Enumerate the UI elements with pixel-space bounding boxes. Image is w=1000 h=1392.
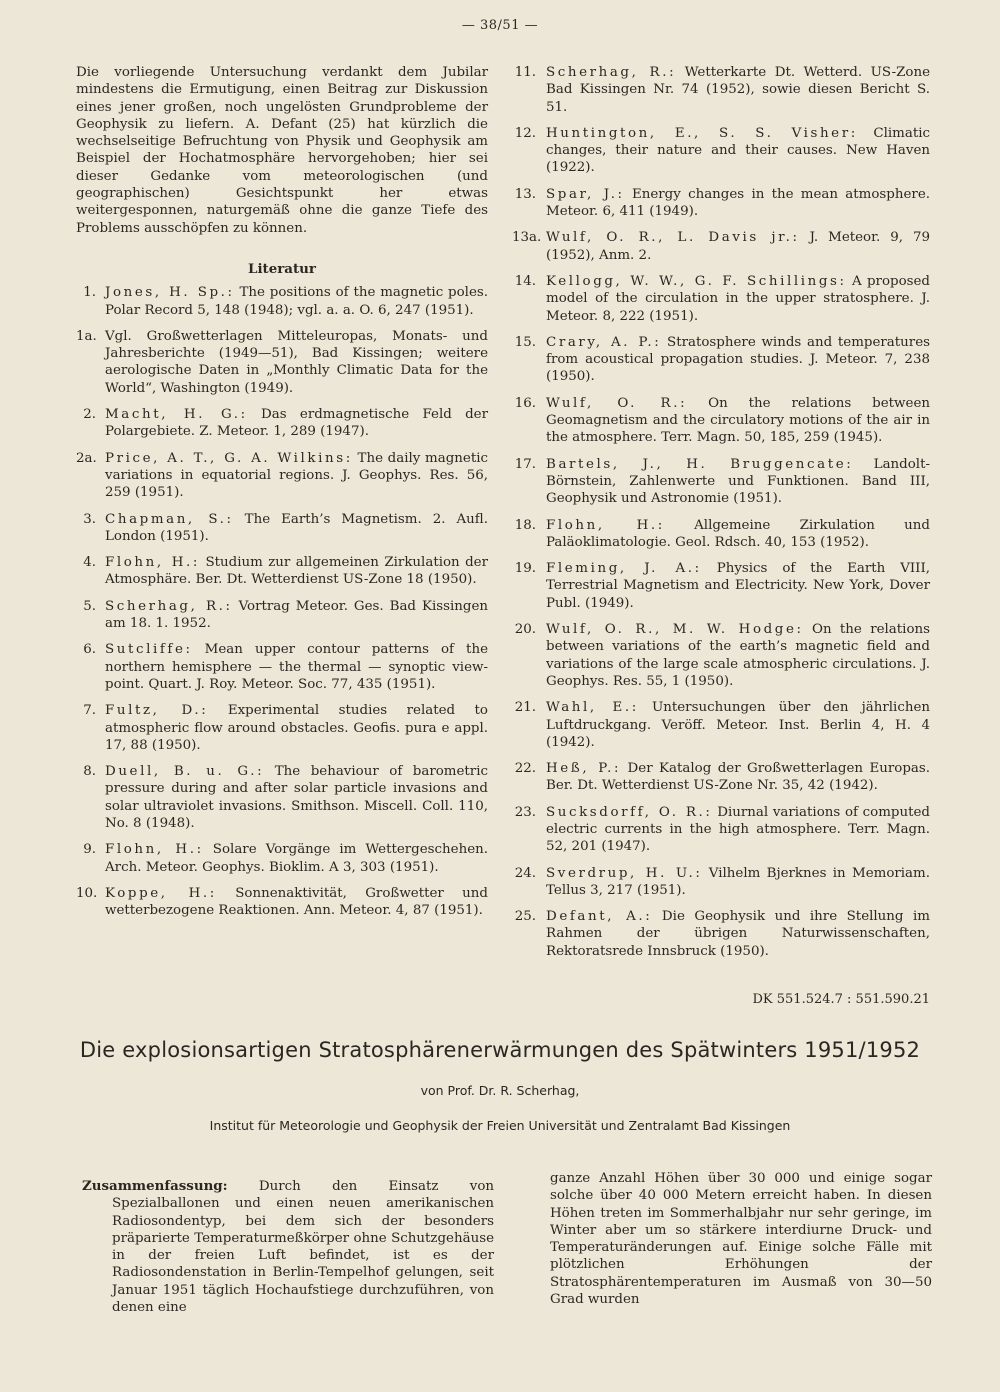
reference-text: Vgl. Großwetterlagen Mitteleuropas, Monats- und Jahresberichte (1949—51), Bad Kissingen; weitere aerologische Daten in „Monthly Climatic Data for the World“, Washington (1949). — [105, 328, 488, 396]
reference-number: 13a. — [512, 230, 542, 246]
reference-number: 12. — [514, 125, 536, 141]
reference-item — [512, 456, 930, 508]
reference-author: Sucksdorff, O. R.: — [546, 804, 713, 820]
reference-text: Die Geophysik und ihre Stellung im Rahmen der übrigen Naturwissenschaften, Rektoratsrede Innsbruck (1950). — [546, 909, 930, 959]
reference-author: Fultz, D.: — [105, 703, 209, 719]
reference-number: 17. — [514, 456, 536, 472]
reference-text: Stratosphere winds and temperatures from acoustical propagation studies. J. Meteor. 7, 238 (1950). — [546, 334, 930, 385]
reference-number: 15. — [514, 334, 536, 350]
reference-number: 19. — [514, 561, 536, 577]
reference-text: Solare Vorgänge im Wettergeschehen. Arch. Meteor. Geophys. Bioklim. A 3, 303 (1951). — [105, 842, 489, 875]
reference-text: Vortrag Meteor. Ges. Bad Kissingen am 18. 1. 1952. — [105, 598, 488, 632]
reference-item — [76, 328, 488, 397]
reference-number: 1. — [83, 285, 96, 301]
reference-author: Spar, J.: — [546, 186, 625, 202]
reference-author: Koppe, H.: — [105, 885, 217, 901]
reference-item — [512, 760, 930, 795]
reference-number: 6. — [83, 642, 96, 658]
reference-number: 7. — [83, 703, 96, 719]
reference-number: 3. — [83, 511, 96, 527]
intro-paragraph: Die vorliegende Untersuchung verdankt dem Jubilar mindestens die Ermutigung, einen Beitrag zur Diskussion eines jener großen, noch ungelösten Grundprobleme der Geophysik zu liefern. A. Defant (25) hat kürzlich die wechselseitige Befruchtung von Physik und Geophysik am Beispiel der Hochatmosphäre hervorgehoben; hier sei dieser Gedanke vom meteorologischen (und geographischen) Gesichtspunkt her etwas weitergesponnen, naturgemäß ohne die ganze Tiefe des Problems ausschöpfen zu können. — [76, 65, 488, 236]
reference-author: Sutcliffe: — [105, 642, 193, 658]
reference-text: Der Katalog der Großwetterlagen Europas. Ber. Dt. Wetterdienst US-Zone Nr. 35, 42 (1942). — [546, 761, 930, 794]
reference-item — [512, 229, 930, 264]
reference-list-right — [512, 64, 930, 960]
reference-number: 4. — [83, 555, 96, 571]
reference-item — [76, 554, 488, 589]
abstract-left-column — [82, 1178, 494, 1316]
reference-item — [512, 804, 930, 856]
author-institute: Institut für Meteorologie und Geophysik der Freien Universität und Zentralamt Bad Kissingen — [209, 1118, 791, 1133]
reference-author: Flohn, H.: — [105, 842, 204, 858]
reference-item — [76, 450, 488, 502]
reference-text: The behaviour of barometric pressure during and after solar particle invasions and solar ultraviolet invasions. Smithson. Miscell. Coll. 110, No. 8 (1948). — [105, 764, 488, 831]
reference-author: Wulf, O. R., M. W. Hodge: — [546, 622, 804, 638]
page-number: — 38/51 — — [461, 18, 539, 33]
reference-author: Heß, P.: — [546, 761, 622, 777]
reference-text: Energy changes in the mean atmosphere. Meteor. 6, 411 (1949). — [546, 186, 930, 220]
reference-author: Crary, A. P.: — [546, 334, 662, 350]
right-column — [512, 64, 930, 969]
reference-author: Flohn, H.: — [105, 555, 201, 571]
reference-item — [512, 699, 930, 751]
abstract-left-text: Durch den Einsatz von Spezialballonen und einen neuen amerikanischen Radiosondentyp, bei dem sich der besonders präparierte Temperaturmeßkörper ohne Schutzgehäuse in der freien Luft befindet, ist es der Radiosondenstation in Berlin-Tempelhof gelungen, seit Januar 1951 täglich Hochaufstiege durchzuführen, von denen eine — [112, 1179, 495, 1316]
reference-text: On the relations between variations of the earth’s magnetic field and variations of the large scale atmospheric circulations. J. Geophys. Res. 55, 1 (1950). — [546, 622, 931, 689]
reference-item — [512, 517, 930, 552]
reference-list-left — [76, 284, 488, 919]
reference-item — [76, 885, 488, 920]
classification-code: DK 551.524.7 : 551.590.21 — [752, 992, 930, 1007]
reference-item — [76, 284, 488, 319]
reference-item — [76, 702, 488, 754]
reference-item — [512, 273, 930, 325]
reference-author: Sverdrup, H. U.: — [546, 865, 703, 881]
reference-number: 20. — [514, 622, 536, 638]
reference-number: 2. — [83, 407, 96, 423]
reference-text: Das erdmagnetische Feld der Polargebiete. Z. Meteor. 1, 289 (1947). — [105, 407, 488, 440]
reference-text: The daily magnetic variations in equatorial regions. J. Geophys. Res. 56, 259 (1951). — [105, 450, 488, 501]
reference-author: Kellogg, W. W., G. F. Schillings: — [546, 273, 847, 289]
reference-author: Flohn, H.: — [546, 517, 665, 533]
reference-item — [512, 560, 930, 612]
reference-author: Wulf, O. R., L. Davis jr.: — [546, 230, 800, 246]
reference-number: 8. — [83, 764, 96, 780]
reference-author: Bartels, J., H. Bruggencate: — [546, 456, 854, 472]
reference-item — [512, 621, 930, 690]
reference-author: Fleming, J. A.: — [546, 561, 702, 577]
reference-author: Price, A. T., G. A. Wilkins: — [105, 450, 353, 466]
reference-author: Wahl, E.: — [546, 700, 639, 716]
reference-text: J. Meteor. 9, 79 (1952), Anm. 2. — [546, 230, 930, 263]
reference-number: 24. — [514, 865, 536, 881]
reference-author: Huntington, E., S. S. Visher: — [546, 125, 858, 141]
reference-text: Physics of the Earth VIII, Terrestrial Magnetism and Electricity. New York, Dover Publ. (1949). — [546, 561, 930, 611]
reference-number: 25. — [514, 909, 536, 925]
reference-number: 23. — [514, 804, 536, 820]
abstract-label: Zusammenfassung: — [82, 1178, 228, 1194]
reference-item — [512, 865, 930, 900]
reference-number: 14. — [514, 273, 536, 289]
reference-text: Vilhelm Bjerknes in Memoriam. Tellus 3, 217 (1951). — [546, 865, 930, 898]
reference-author: Duell, B. u. G.: — [105, 764, 265, 780]
reference-text: Sonnenaktivität, Großwetter und wetterbezogene Reaktionen. Ann. Meteor. 4, 87 (1951). — [105, 885, 488, 919]
reference-number: 16. — [514, 395, 536, 411]
reference-text: A proposed model of the circulation in the upper stratosphere. J. Meteor. 8, 222 (1951). — [546, 273, 931, 324]
reference-text: Mean upper contour patterns of the northern hemisphere — the thermal — synoptic view-point. Quart. J. Roy. Meteor. Soc. 77, 435 (1951). — [105, 642, 488, 692]
reference-number: 11. — [514, 65, 536, 80]
left-column — [76, 64, 488, 928]
reference-number: 13. — [514, 186, 536, 202]
reference-number: 10. — [76, 885, 98, 901]
reference-text: Studium zur allgemeinen Zirkulation der Atmosphäre. Ber. Dt. Wetterdienst US-Zone 18 (1950). — [105, 555, 489, 588]
reference-text: Landolt-Börnstein, Zahlenwerte und Funktionen. Band III, Geophysik und Astronomie (1951). — [546, 456, 930, 507]
reference-item — [76, 406, 488, 441]
reference-item — [512, 334, 930, 386]
reference-number: 21. — [514, 700, 536, 716]
reference-author: Wulf, O. R.: — [546, 395, 688, 411]
author-byline: von Prof. Dr. R. Scherhag, — [420, 1083, 580, 1098]
reference-number: 5. — [83, 598, 96, 614]
reference-number: 9. — [83, 842, 96, 858]
reference-text: Untersuchungen über den jährlichen Luftdruckgang. Veröff. Meteor. Inst. Berlin 4, H. 4 (1942). — [546, 700, 930, 750]
reference-number: 2a. — [76, 450, 97, 466]
reference-number: 18. — [514, 517, 536, 533]
reference-item — [512, 395, 930, 447]
reference-text: The Earth’s Magnetism. 2. Aufl. London (1951). — [105, 511, 488, 544]
reference-item — [76, 598, 488, 633]
reference-item — [512, 908, 930, 960]
abstract-right-column: ganze Anzahl Höhen über 30 000 und einige sogar solche über 40 000 Metern erreicht haben. In diesen Höhen treten im Sommerhalbjahr nur sehr geringe, im Winter aber um so stärkere interdiurne Druck- und Temperaturänderungen auf. Einige solche Fälle mit plötzlichen Erhöhungen der Stratosphärentemperaturen im Ausmaß von 30—50 Grad wurden — [550, 1171, 932, 1308]
reference-author: Jones, H. Sp.: — [105, 285, 235, 301]
reference-text: Experimental studies related to atmospheric flow around obstacles. Geofis. pura e appl. 17, 88 (1950). — [105, 703, 488, 753]
reference-item — [512, 125, 930, 177]
reference-item — [512, 186, 930, 221]
reference-text: Allgemeine Zirkulation und Paläoklimatologie. Geol. Rdsch. 40, 153 (1952). — [546, 517, 930, 550]
reference-author: Defant, A.: — [546, 909, 653, 925]
reference-item — [76, 641, 488, 693]
reference-text: The positions of the magnetic poles. Polar Record 5, 148 (1948); vgl. a. a. O. 6, 247 (1951). — [105, 285, 489, 318]
reference-number: 1a. — [76, 328, 97, 344]
reference-text: On the relations between Geomagnetism and the circulatory motions of the air in the atmosphere. Terr. Magn. 50, 185, 259 (1945). — [546, 395, 930, 446]
reference-text: Climatic changes, their nature and their causes. New Haven (1922). — [546, 125, 931, 176]
literature-heading: Literatur — [248, 260, 316, 277]
reference-author: Scherhag, R.: — [105, 598, 233, 614]
reference-author: Scherhag, R.: — [546, 65, 677, 80]
reference-text: Wetterkarte Dt. Wetterd. US-Zone Bad Kissingen Nr. 74 (1952), sowie diesen Bericht S. 51. — [546, 65, 931, 115]
reference-number: 22. — [514, 761, 536, 777]
reference-item — [76, 511, 488, 546]
reference-item — [512, 64, 930, 116]
reference-author: Macht, H. G.: — [105, 407, 248, 423]
reference-item — [76, 763, 488, 832]
reference-author: Chapman, S.: — [105, 511, 234, 527]
article-title: Die explosionsartigen Stratosphärenerwärmungen des Spätwinters 1951/1952 — [79, 1038, 921, 1062]
reference-text: Diurnal variations of computed electric currents in the high atmosphere. Terr. Magn. 52, 201 (1947). — [546, 804, 930, 855]
reference-item — [76, 841, 488, 876]
